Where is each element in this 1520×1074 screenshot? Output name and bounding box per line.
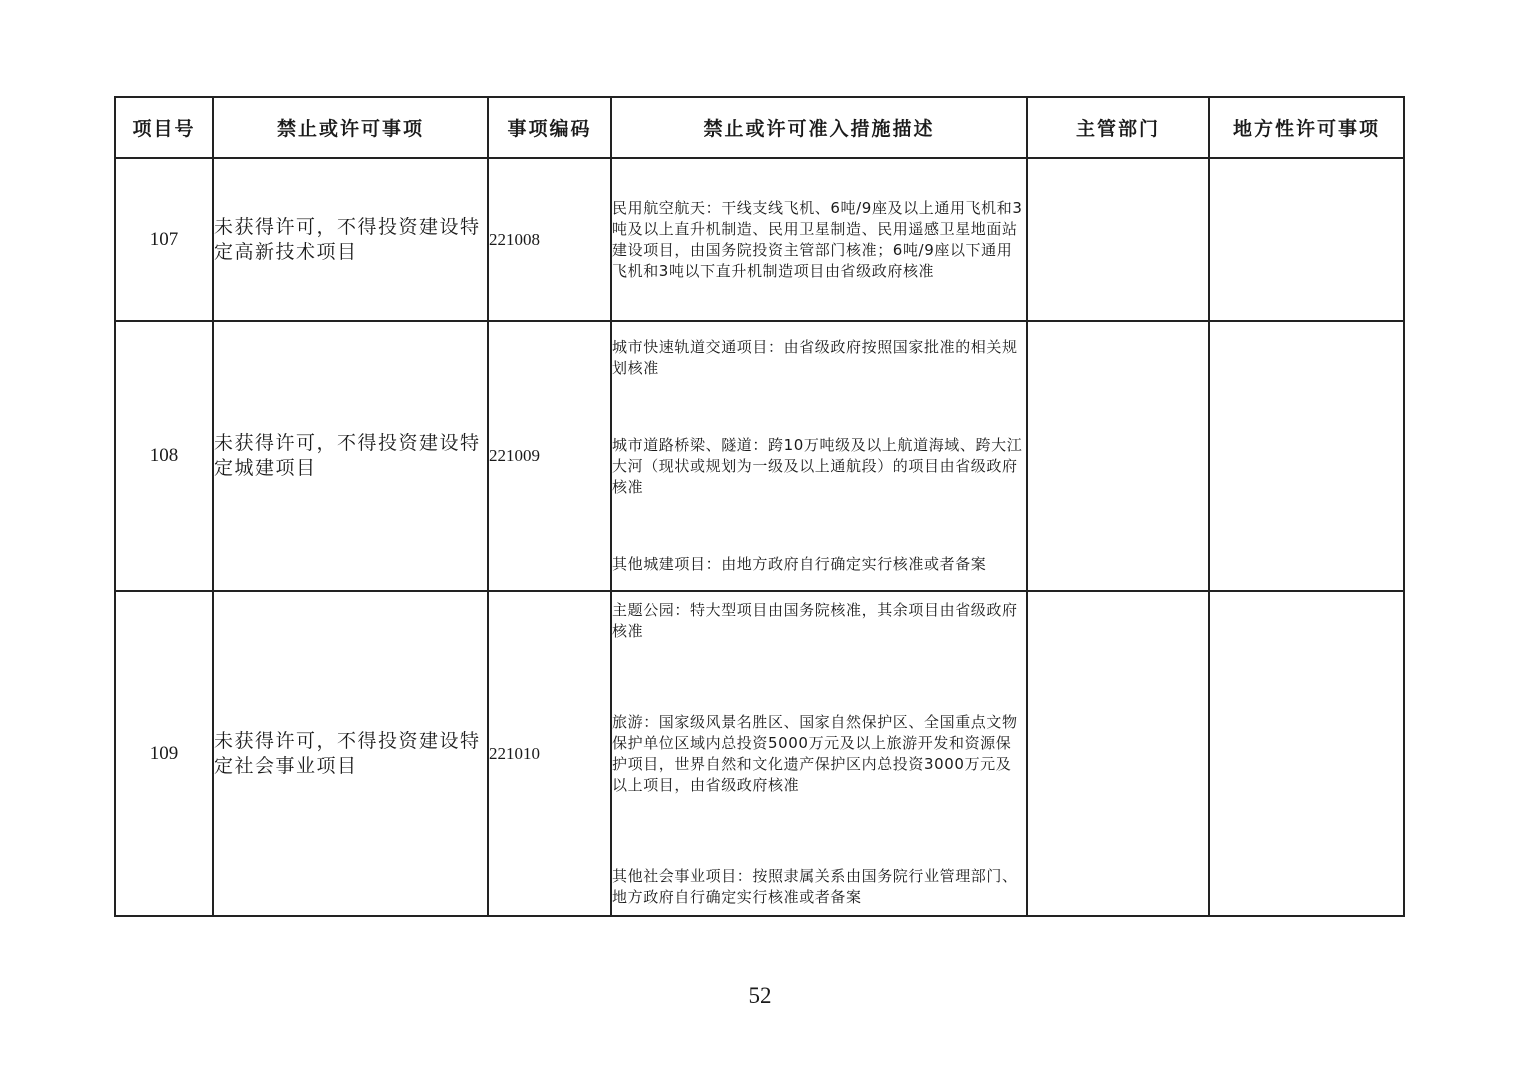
table-row [115, 321, 1404, 591]
local-permit-cell [1209, 321, 1404, 591]
local-permit-cell [1209, 158, 1404, 321]
item-code-cell: 221008 [488, 158, 611, 321]
header-item-number: 项目号 [115, 97, 213, 158]
department-cell [1027, 591, 1209, 916]
description-paragraph: 旅游：国家级风景名胜区、国家自然保护区、全国重点文物保护单位区域内总投资5000万元及以上旅游开发和资源保护项目，世界自然和文化遗产保护区内总投资3000万元及以上项目，由省级政府核准 [612, 712, 1018, 794]
header-measure-description: 禁止或许可准入措施描述 [611, 97, 1027, 158]
item-name-cell: 未获得许可，不得投资建设特定城建项目 [213, 321, 488, 591]
item-number-cell: 108 [115, 321, 213, 591]
description-cell [611, 591, 1027, 916]
table-header-row [115, 97, 1404, 158]
description-cell [611, 321, 1027, 591]
header-item-code: 事项编码 [488, 97, 611, 158]
header-prohibited-or-permitted-item: 禁止或许可事项 [213, 97, 488, 158]
regulation-table [114, 96, 1405, 917]
item-name-cell: 未获得许可，不得投资建设特定社会事业项目 [213, 591, 488, 916]
item-code-cell: 221010 [488, 591, 611, 916]
table-row [115, 591, 1404, 916]
description-paragraph: 其他社会事业项目：按照隶属关系由国务院行业管理部门、地方政府自行确定实行核准或者备案 [612, 866, 1018, 906]
item-number-cell: 107 [115, 158, 213, 321]
header-local-permit-item: 地方性许可事项 [1209, 97, 1404, 158]
department-cell [1027, 158, 1209, 321]
header-competent-department: 主管部门 [1027, 97, 1209, 158]
local-permit-cell [1209, 591, 1404, 916]
item-number-cell: 109 [115, 591, 213, 916]
item-code-cell: 221009 [488, 321, 611, 591]
description-paragraph: 其他城建项目：由地方政府自行确定实行核准或者备案 [612, 555, 987, 573]
description-paragraph: 民用航空航天：干线支线飞机、6吨/9座及以上通用飞机和3吨及以上直升机制造、民用卫星制造、民用遥感卫星地面站建设项目，由国务院投资主管部门核准；6吨/9座以下通用飞机和3吨以下直升机制造项目由省级政府核准 [612, 198, 1023, 280]
description-paragraph: 城市快速轨道交通项目：由省级政府按照国家批准的相关规划核准 [612, 338, 1018, 377]
item-name-cell: 未获得许可，不得投资建设特定高新技术项目 [213, 158, 488, 321]
page-number: 52 [748, 983, 772, 1008]
table-row [115, 158, 1404, 321]
description-cell [611, 158, 1027, 321]
description-paragraph: 主题公园：特大型项目由国务院核准，其余项目由省级政府核准 [612, 600, 1018, 640]
department-cell [1027, 321, 1209, 591]
description-paragraph: 城市道路桥梁、隧道：跨10万吨级及以上航道海域、跨大江大河（现状或规划为一级及以上通航段）的项目由省级政府核准 [612, 436, 1023, 496]
